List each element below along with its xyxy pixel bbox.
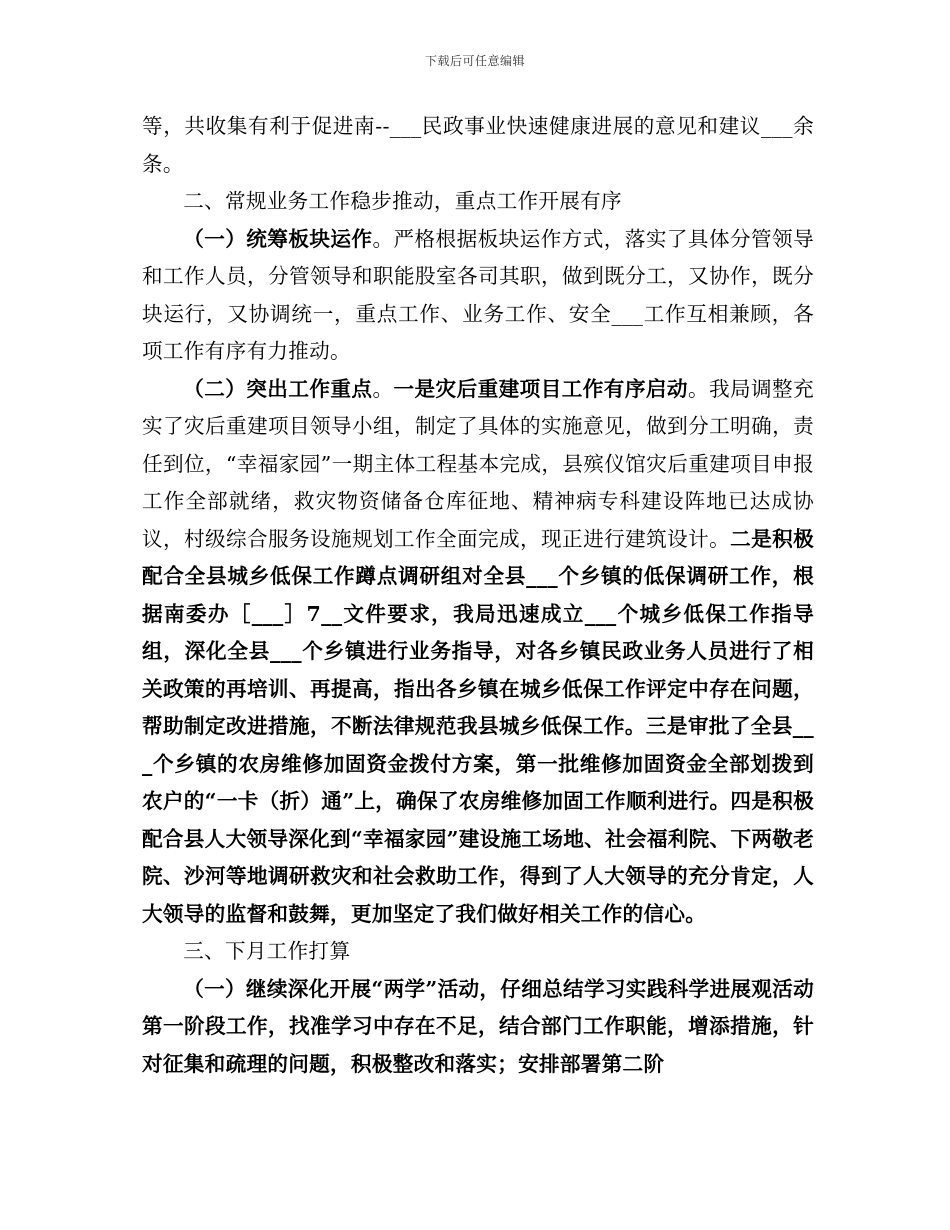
text-segment: 三、下月工作打算: [183, 939, 351, 963]
paragraph-3: [142, 221, 814, 371]
subheading-segment: （一）统筹板块运作: [183, 226, 373, 251]
text-segment: 。我局调整充实了灾后重建项目领导小组，制定了具体的实施意见，做到分工明确，责任到位，“幸福家园”一期主体工程基本完成，县殡仪馆灾后重建项目申报工作全部就绪，救灾物资储备仓库征地、精神病专科建设阵地已达成协议，村级综合服务设施规划工作全面完成，现正进行建筑设计。: [142, 376, 814, 551]
text-segment: 二、常规业务工作稳步推动，重点工作开展有序: [183, 189, 622, 213]
paragraph-6: [142, 971, 814, 1084]
emphasis-segment: （一）继续深化开展“两学”活动，仔细总结学习实践科学进展观活动第一阶段工作，找准学习中存在不足，结合部门工作职能，增添措施，针对征集和疏理的问题，积极整改和落实；安排部署第二阶: [142, 976, 814, 1076]
paragraph-4: [142, 371, 814, 934]
paragraph-1: [142, 108, 814, 183]
page-header: 下载后可任意编辑: [424, 54, 525, 68]
document-body: [142, 108, 814, 1083]
section-heading-2: [142, 183, 814, 221]
subheading-segment: （二）突出工作重点: [183, 376, 373, 401]
text-segment: 等，共收集有利于促进南--___民政事业快速健康进展的意见和建议___余条。: [142, 114, 814, 176]
section-heading-3: [142, 933, 814, 971]
emphasis-segment: 一是灾后重建项目工作有序启动: [393, 376, 688, 401]
text-segment: 。: [372, 376, 394, 401]
text-segment: 。严格根据板块运作方式，落实了具体分管领导和工作人员，分管领导和职能股室各司其职，做到既分工，又协作，既分块运行，又协调统一，重点工作、业务工作、安全___工作互相兼顾，各项工作有序有力推动。: [142, 226, 814, 363]
emphasis-segment: 二是积极配合全县城乡低保工作蹲点调研组对全县___个乡镇的低保调研工作，根据南委办［___］7__文件要求，我局迅速成立___个城乡低保工作指导组，深化全县___个乡镇进行业务指导，对各乡镇民政业务人员进行了相关政策的再培训、再提高，指出各乡镇在城乡低保工作评定中存在问题，帮助制定改进措施，不断法律规范我县城乡低保工作。三是审批了全县___个乡镇的农房维修加固资金拨付方案，第一批维修加固资金全部划拨到农户的“一卡（折）通”上，确保了农房维修加固工作顺利进行。四是积极配合县人大领导深化到“幸福家园”建设施工场地、社会福利院、下两敬老院、沙河等地调研救灾和社会救助工作，得到了人大领导的充分肯定，人大领导的监督和鼓舞，更加坚定了我们做好相关工作的信心。: [142, 526, 814, 926]
